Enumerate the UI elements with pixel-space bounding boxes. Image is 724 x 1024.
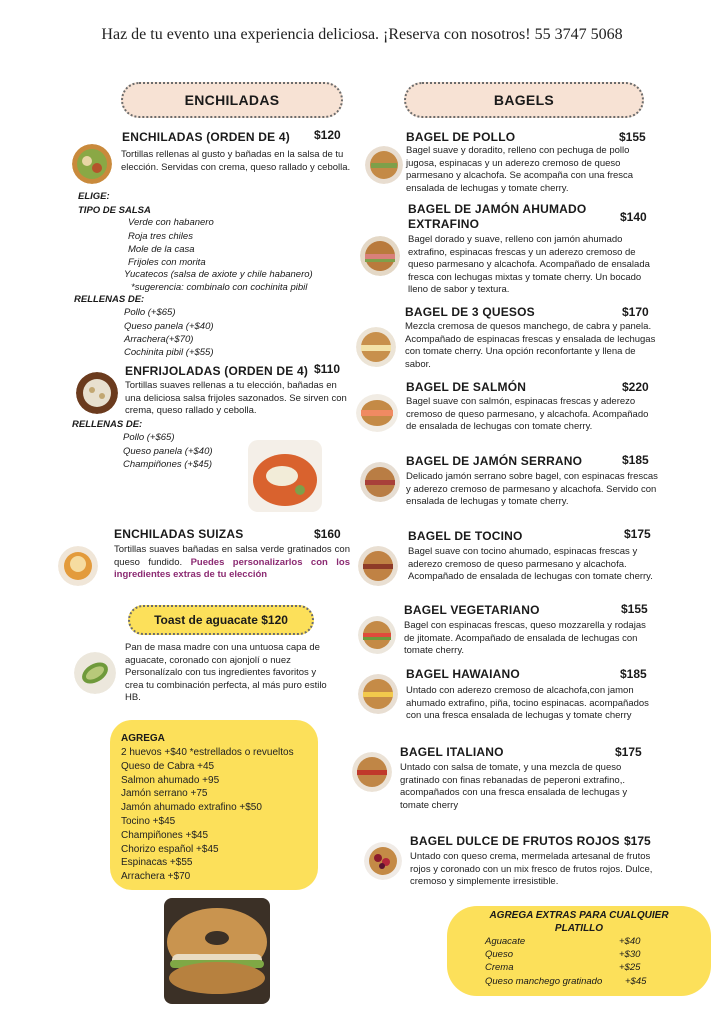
extra-price: +$45 [625, 976, 647, 987]
rellenas-label: RELLENAS DE: [72, 419, 143, 430]
relleno-option: Cochinita pibil (+$55) [124, 347, 214, 358]
relleno-option: Champiñones (+$45) [123, 459, 212, 470]
relleno-option: Queso panela (+$40) [123, 446, 213, 457]
bagel-description: Bagel dorado y suave, relleno con jamón ahumado extrafino, espinacas frescas y un aderezo cremoso de queso parmesano y alcachofa. Acompañado de ensalada fresca con lechugas mixtas y tomate cherry. Un bocado lleno de sabor y textura. [408, 234, 650, 295]
salsa-option: Yucatecos (salsa de axiote y chile habanero) [124, 269, 313, 280]
salsa-option: Roja tres chiles [128, 231, 193, 242]
toast-description: Pan de masa madre con una untuosa capa de aguacate, coronado con ajonjolí o nuez Personalízalo con tus ingredientes favoritos y crea tu combinación perfecta, al más puro estilo HB. [125, 642, 327, 703]
salsa-option: Verde con habanero [128, 217, 214, 228]
bagel-price: $175 [624, 834, 651, 848]
extra-name: Crema [485, 962, 514, 973]
bagel-title: BAGEL ITALIANO [400, 745, 504, 759]
bagel-title: BAGEL DE JAMÓN AHUMADO EXTRAFINO [408, 202, 587, 231]
extra-price: +$25 [619, 962, 641, 973]
agrega-item: Tocino +$45 [121, 815, 176, 827]
agrega-item: Salmon ahumado +95 [121, 774, 220, 786]
bagel-icon [364, 842, 402, 880]
salsa-option: Frijoles con morita [128, 257, 206, 268]
bagel-title: BAGEL DULCE DE FRUTOS ROJOS [410, 834, 620, 848]
bagel-description: Bagel suave con salmón, espinacas frescas y aderezo cremoso de queso parmesano, y alcachofa. Acompañado de ensalada de lechugas con tomate cherry. [406, 396, 649, 432]
salsa-suggestion: *sugerencia: combinalo con cochinita pibil [131, 282, 308, 293]
bagel-description: Bagel suave con tocino ahumado, espinacas frescas y aderezo cremoso de queso parmesano y alcachofa. Acompañado de ensalada de lechugas con tomate cherry. [408, 546, 653, 582]
enchiladas-description: Tortillas rellenas al gusto y bañadas en la salsa de tu elección. Servidas con crema, queso rallado y cebolla. [121, 149, 351, 173]
bagel-italiano-photo [352, 752, 392, 792]
agrega-item: Jamón serrano +75 [121, 788, 208, 800]
bagel-description: Bagel con espinacas frescas, queso mozzarella y rodajas de jitomate. Acompañado de ensalada de lechugas con tomate cherry. [404, 620, 646, 656]
extra-price: +$30 [619, 949, 641, 960]
bagel-quesos-photo [356, 327, 396, 367]
tipo-salsa-label: TIPO DE SALSA [78, 205, 151, 216]
bagel-description: Untado con queso crema, mermelada artesanal de frutos rojos y coronado con un mix fresco de frutos rojos. Dulce, cremoso y simplemente irresistible. [410, 851, 653, 887]
page-headline: Haz de tu evento una experiencia deliciosa. ¡Reserva con nosotros! 55 3747 5068 [101, 26, 623, 43]
bagel-price: $185 [620, 667, 647, 681]
suizas-price: $160 [314, 527, 341, 541]
bagel-price: $175 [615, 745, 642, 759]
bagel-price: $220 [622, 380, 649, 394]
bagel-sandwich-icon [164, 898, 270, 1004]
agrega-list [121, 746, 294, 884]
bagel-title: BAGEL HAWAIANO [406, 667, 520, 681]
relleno-option: Queso panela (+$40) [124, 321, 214, 332]
extra-name: Queso manchego gratinado [485, 976, 603, 987]
bagel-icon [358, 546, 398, 586]
enfrijoladas-price: $110 [314, 362, 341, 376]
elige-label: ELIGE: [78, 191, 110, 202]
bagel-description: Bagel suave y doradito, relleno con pechuga de pollo jugosa, espinacas y un aderezo cremoso de queso parmesano y alcachofa. Se acompaña con una fresca ensalada de lechugas y tomate cherry. [406, 145, 634, 194]
rellenas-label: RELLENAS DE: [74, 294, 145, 305]
suizas-description [114, 544, 350, 582]
suizas-desc-text: Tortillas suaves bañadas en salsa verde gratinados con queso fundido. [114, 544, 350, 568]
bagel-serrano-photo [360, 462, 400, 502]
bagel-icon [356, 394, 398, 432]
relleno-option: Pollo (+$65) [123, 432, 175, 443]
bagel-pollo-photo [365, 146, 403, 184]
enfrijoladas-description: Tortillas suaves rellenas a tu elección, bañadas en una deliciosa salsa frijoles sazonados. Se sirven con crema, queso rallado y cebolla. [125, 380, 347, 416]
bagel-price: $170 [622, 305, 649, 319]
agrega-title: AGREGA [121, 733, 165, 744]
bagel-icon [356, 327, 396, 367]
bagel-icon [358, 616, 396, 654]
bagel-hawaiano-photo [358, 674, 398, 714]
bagel-description: Untado con salsa de tomate, y una mezcla de queso gratinado con finas rebanadas de peperoni extrafino,. acompañados con una fresca ensalada de lechugas y tomate cherry [400, 762, 628, 811]
enchiladas-price: $120 [314, 128, 341, 142]
extra-name: Queso [485, 949, 513, 960]
enchiladas-plate-photo [248, 440, 322, 512]
bagel-title: BAGEL DE JAMÓN SERRANO [406, 454, 583, 468]
enchiladas-photo [72, 144, 112, 184]
bagel-icon [352, 752, 392, 792]
suizas-highlight: Puedes personalizarlos con los ingredientes extras de tu elección [114, 556, 350, 580]
agrega-item: 2 huevos +$40 *estrellados o revueltos [121, 747, 294, 758]
bagel-description: Mezcla cremosa de quesos manchego, de cabra y panela. Acompañado de espinacas frescas y ensalada de lechugas con tomate cherry. Una opción reconfortante y llena de sabor. [405, 321, 656, 370]
suizas-title: ENCHILADAS SUIZAS [114, 527, 244, 541]
bagel-icon [365, 146, 403, 184]
bagel-title: BAGEL DE POLLO [406, 130, 516, 144]
bagel-title: BAGEL DE 3 QUESOS [405, 305, 535, 319]
bagel-title: BAGEL DE SALMÓN [406, 380, 527, 394]
enchiladas-title: ENCHILADAS (ORDEN DE 4) [122, 130, 290, 144]
bagel-price: $155 [621, 602, 648, 616]
bagel-price: $155 [619, 130, 646, 144]
bagel-vegetariano-photo [358, 616, 396, 654]
bagel-icon [358, 674, 398, 714]
bagel-description: Untado con aderezo cremoso de alcachofa,con jamon ahumado extrafino, piña, tocino espinacas. acompañados con una fresca ensalada de lechugas y tomate cherry [406, 685, 649, 721]
agrega-item: Chorizo español +$45 [121, 843, 219, 855]
bagel-tocino-photo [358, 546, 398, 586]
bagel-description: Delicado jamón serrano sobre bagel, con espinacas frescas y aderezo cremoso de parmesano y alcachofa. Servido con ensalada de lechugas y tomate cherry. [406, 471, 658, 507]
bagel-icon [360, 462, 400, 502]
extra-name: Aguacate [485, 936, 526, 947]
relleno-option: Arrachera(+$70) [124, 334, 194, 345]
extra-price: +$40 [619, 936, 641, 947]
bagel-price: $185 [622, 453, 649, 467]
agrega-item: Champiñones +$45 [121, 829, 209, 841]
agrega-item: Queso de Cabra +45 [121, 760, 215, 772]
agrega-item: Jamón ahumado extrafino +$50 [121, 802, 262, 814]
enfrijoladas-photo [76, 372, 118, 414]
bagel-frutos-rojos-photo [364, 842, 402, 880]
agrega-item: Espinacas +$55 [121, 857, 193, 869]
toast-title: Toast de aguacate $120 [128, 605, 314, 635]
toast-photo [74, 652, 116, 694]
salsa-option: Mole de la casa [128, 244, 195, 255]
bagel-title: BAGEL DE TOCINO [408, 529, 523, 543]
extras-title: AGREGA EXTRAS PARA CUALQUIER PLATILLO [489, 910, 669, 934]
bagel-sandwich-photo [164, 898, 270, 1004]
section-title-bagels: BAGELS [404, 82, 644, 118]
toast-photo-icon [74, 652, 116, 694]
enchiladas-photo-icon [72, 144, 112, 184]
bagel-price: $140 [620, 210, 647, 224]
suizas-photo [58, 546, 98, 586]
bagel-jamon-photo [360, 236, 400, 276]
bagel-salmon-photo [356, 394, 398, 432]
relleno-option: Pollo (+$65) [124, 307, 176, 318]
section-title-enchiladas: ENCHILADAS [121, 82, 343, 118]
enchiladas-plate-icon [248, 440, 322, 512]
suizas-photo-icon [58, 546, 98, 586]
enfrijoladas-title: ENFRIJOLADAS (ORDEN DE 4) [125, 364, 309, 378]
bagel-price: $175 [624, 527, 651, 541]
enfrijoladas-photo-icon [76, 372, 118, 414]
bagel-icon [360, 236, 400, 276]
agrega-item: Arrachera +$70 [121, 871, 191, 883]
bagel-title: BAGEL VEGETARIANO [404, 603, 540, 617]
